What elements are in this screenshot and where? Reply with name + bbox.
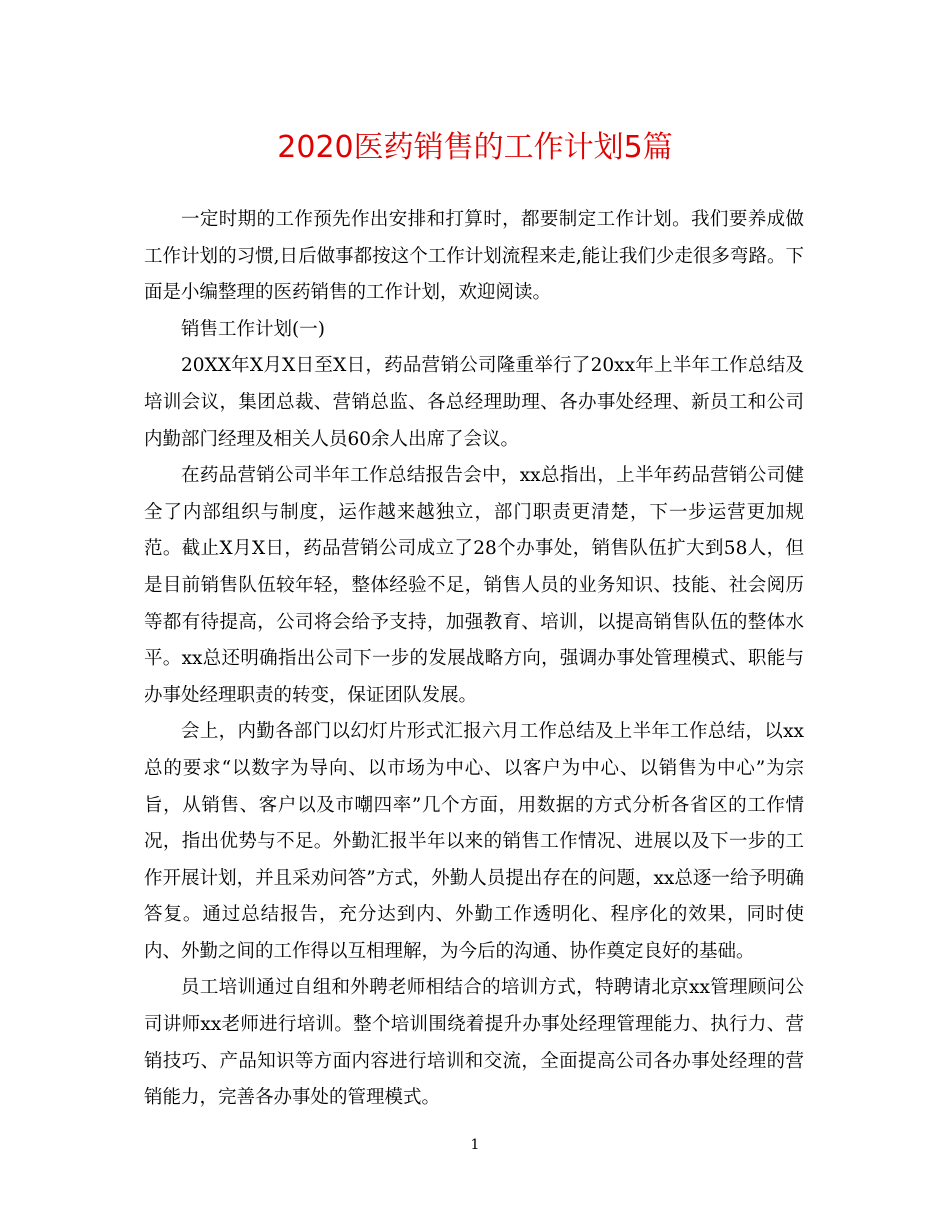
paragraph-training: 员工培训通过自组和外聘老师相结合的培训方式，特聘请北京xx管理顾问公司讲师xx老师进行培训。整个培训围绕着提升办事处经理管理能力、执行力、营销技巧、产品知识等方面内容进行培训和交流，全面提高公司各办事处经理的营销能力，完善各办事处的管理模式。 bbox=[144, 977, 804, 1109]
paragraph-summary-report: 在药品营销公司半年工作总结报告会中，xx总指出，上半年药品营销公司健全了内部组织与制度，运作越来越独立，部门职责更清楚，下一步运营更加规范。截止X月X日，药品营销公司成立了28个办事处，销售队伍扩大到58人，但是目前销售队伍较年轻，整体经验不足，销售人员的业务知识、技能、社会阅历等都有待提高，公司将会给予支持，加强教育、培训，以提高销售队伍的整体水平。xx总还明确指出公司下一步的发展战略方向，强调办事处管理模式、职能与办事处经理职责的转变，保证团队发展。 bbox=[144, 465, 804, 706]
paragraph-meeting: 20XX年X月X日至X日，药品营销公司隆重举行了20xx年上半年工作总结及培训会议，集团总裁、营销总监、各总经理助理、各办事处经理、新员工和公司内勤部门经理及相关人员60余人出席了会议。 bbox=[144, 355, 804, 450]
section-heading: 销售工作计划(一) bbox=[181, 318, 325, 340]
paragraph-internal-report: 会上，内勤各部门以幻灯片形式汇报六月工作总结及上半年工作总结，以xx总的要求“以数字为导向、以市场为中心、以客户为中心、以销售为中心”为宗旨，从销售、客户以及市嘲四率”几个方面，用数据的方式分析各省区的工作情况，指出优势与不足。外勤汇报半年以来的销售工作情况、进展以及下一步的工作开展计划，并且采劝问答”方式，外勤人员提出存在的问题，xx总逐一给予明确答复。通过总结报告，充分达到内、外勤工作透明化、程序化的效果，同时使内、外勤之间的工作得以互相理解，为今后的沟通、协作奠定良好的基础。 bbox=[144, 721, 804, 962]
paragraph-intro: 一定时期的工作预先作出安排和打算时，都要制定工作计划。我们要养成做工作计划的习惯,日后做事都按这个工作计划流程来走,能让我们少走很多弯路。下面是小编整理的医药销售的工作计划，欢迎阅读。 bbox=[144, 209, 804, 304]
page-title: 2020医药销售的工作计划5篇 bbox=[277, 130, 673, 165]
body-text bbox=[144, 202, 804, 1117]
page-number: 1 bbox=[470, 1137, 480, 1153]
